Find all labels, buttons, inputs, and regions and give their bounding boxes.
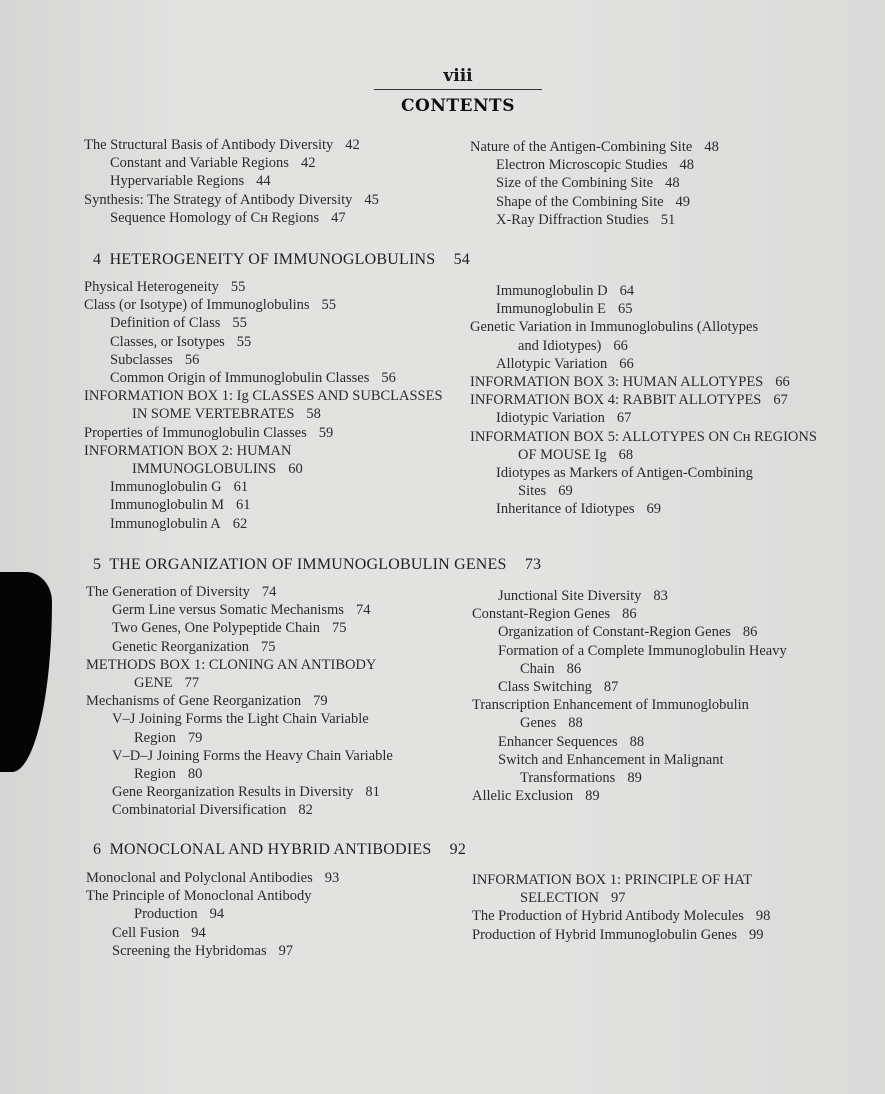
toc-entry[interactable] [84, 191, 474, 209]
entry-page-number: 55 [232, 315, 247, 332]
entry-page-number: 69 [558, 483, 573, 500]
entry-title: INFORMATION BOX 1: PRINCIPLE OF HAT [472, 872, 752, 888]
entry-title: Subclasses [110, 351, 173, 368]
entry-page-number: 89 [585, 788, 600, 805]
toc-entry[interactable] [86, 869, 476, 887]
toc-column-ch4-left [84, 278, 474, 533]
toc-entry[interactable] [84, 154, 474, 172]
entry-title: Hypervariable Regions [110, 173, 245, 190]
toc-entry[interactable] [470, 211, 860, 229]
entry-page-number: 44 [256, 173, 271, 190]
toc-entry[interactable] [86, 729, 476, 747]
entry-page-number: 66 [619, 355, 634, 372]
entry-title: Genetic Variation in Immunoglobulins (Allotypes [470, 319, 759, 336]
entry-title: Constant and Variable Regions [110, 155, 289, 172]
entry-title: Transcription Enhancement of Immunoglobulin [472, 697, 749, 714]
entry-title: Constant-Region Genes [472, 606, 611, 623]
chapter-title: THE ORGANIZATION OF IMMUNOGLOBULIN GENES [109, 556, 507, 573]
entry-title: Genes [520, 715, 557, 732]
entry-page-number: 88 [629, 733, 645, 750]
toc-entry[interactable] [470, 428, 860, 446]
entry-title: SELECTION [520, 890, 599, 907]
header-rule [374, 89, 542, 90]
toc-entry[interactable] [470, 337, 860, 355]
toc-entry[interactable] [84, 209, 474, 227]
entry-title: Genetic Reorganization [112, 638, 250, 655]
entry-title: Immunoglobulin E [496, 301, 606, 318]
entry-title: Region [134, 729, 176, 746]
entry-title: Formation of a Complete Immunoglobulin Heavy [498, 642, 787, 659]
toc-column-top-left [84, 136, 474, 227]
entry-page-number: 74 [355, 602, 371, 619]
entry-page-number: 61 [233, 479, 249, 496]
entry-title: Inheritance of Idiotypes [496, 501, 635, 518]
entry-page-number: 97 [610, 890, 626, 907]
entry-title: The Generation of Diversity [86, 584, 250, 600]
entry-title: Switch and Enhancement in Malignant [498, 751, 724, 768]
toc-entry[interactable] [84, 369, 474, 387]
chapter-page: 54 [453, 251, 471, 268]
entry-page-number: 48 [679, 157, 695, 174]
toc-entry[interactable] [86, 656, 476, 674]
chapter-page: 92 [449, 841, 467, 858]
toc-entry[interactable] [84, 405, 474, 423]
toc-entry[interactable] [472, 871, 862, 889]
entry-title: INFORMATION BOX 1: Ig CLASSES AND SUBCLASSES [84, 388, 443, 405]
toc-entry[interactable] [84, 314, 474, 332]
entry-page-number: 45 [364, 191, 379, 208]
toc-entry[interactable] [470, 373, 860, 391]
entry-title: Class Switching [498, 679, 592, 696]
toc-entry[interactable] [472, 696, 862, 714]
entry-title: Gene Reorganization Results in Diversity [112, 784, 354, 801]
entry-title: Mechanisms of Gene Reorganization [86, 693, 302, 710]
toc-entry[interactable] [86, 905, 476, 923]
page-header [374, 66, 542, 116]
entry-title: Screening the Hybridomas [112, 942, 267, 959]
entry-title: Allotypic Variation [496, 355, 608, 372]
entry-page-number: 89 [627, 770, 642, 787]
entry-title: Combinatorial Diversification [112, 802, 287, 819]
entry-page-number: 58 [306, 406, 321, 423]
page-title: CONTENTS [401, 96, 515, 116]
entry-page-number: 86 [742, 624, 758, 641]
entry-title: Enhancer Sequences [498, 733, 618, 750]
entry-page-number: 60 [288, 461, 303, 478]
toc-entry[interactable] [472, 907, 862, 925]
entry-title: Synthesis: The Strategy of Antibody Diversity [84, 191, 353, 208]
entry-page-number: 56 [381, 370, 396, 387]
scan-artifact-thumb-shadow [0, 572, 52, 772]
toc-entry[interactable] [86, 692, 476, 710]
toc-entry[interactable] [472, 926, 862, 944]
entry-page-number: 56 [184, 351, 200, 368]
entry-title: Immunoglobulin G [110, 479, 222, 496]
entry-title: INFORMATION BOX 2: HUMAN [84, 442, 292, 459]
entry-title: The Principle of Monoclonal Antibody [86, 888, 312, 905]
entry-page-number: 67 [616, 410, 632, 427]
entry-page-number: 86 [566, 660, 582, 677]
entry-title: Cell Fusion [112, 924, 180, 941]
entry-title: Classes, or Isotypes [110, 333, 225, 350]
entry-page-number: 79 [313, 693, 328, 710]
toc-entry[interactable] [472, 733, 862, 751]
toc-entry[interactable] [470, 156, 860, 174]
toc-entry[interactable] [472, 751, 862, 769]
entry-title: Two Genes, One Polypeptide Chain [112, 620, 320, 637]
toc-column-ch5-left [86, 583, 476, 820]
entry-page-number: 88 [568, 715, 583, 732]
toc-entry[interactable] [84, 296, 474, 314]
entry-title: Physical Heterogeneity [84, 279, 219, 295]
entry-title: V–J Joining Forms the Light Chain Variable [112, 711, 369, 728]
toc-entry[interactable] [86, 801, 476, 819]
entry-title: IN SOME VERTEBRATES [132, 406, 295, 423]
entry-title: Immunoglobulin D [496, 283, 608, 299]
entry-title: Region [134, 766, 176, 783]
entry-page-number: 80 [187, 766, 203, 783]
entry-title: Junctional Site Diversity [498, 588, 642, 604]
chapter-page: 73 [524, 556, 542, 573]
entry-title: IMMUNOGLOBULINS [132, 461, 277, 478]
toc-entry[interactable] [470, 409, 860, 427]
entry-title: Germ Line versus Somatic Mechanisms [112, 602, 344, 619]
toc-entry[interactable] [470, 193, 860, 211]
entry-page-number: 42 [345, 137, 360, 153]
toc-entry[interactable] [470, 138, 860, 156]
entry-title: Definition of Class [110, 315, 221, 332]
toc-column-ch6-right [472, 871, 862, 944]
chapter-heading-5[interactable]: 5 THE ORGANIZATION OF IMMUNOGLOBULIN GENES 73 [93, 556, 542, 573]
entry-title: Immunoglobulin A [110, 515, 221, 532]
entry-title: X-Ray Diffraction Studies [496, 211, 649, 228]
toc-entry[interactable] [84, 136, 474, 154]
chapter-heading-4[interactable]: 4 HETEROGENEITY OF IMMUNOGLOBULINS 54 [93, 251, 471, 268]
toc-entry[interactable] [470, 500, 860, 518]
toc-entry[interactable] [472, 714, 862, 732]
entry-title: Size of the Combining Site [496, 175, 654, 192]
entry-page-number: 97 [278, 942, 294, 959]
toc-entry[interactable] [470, 174, 860, 192]
entry-page-number: 94 [209, 906, 225, 923]
entry-title: The Structural Basis of Antibody Diversity [84, 137, 334, 153]
toc-entry[interactable] [84, 460, 474, 478]
entry-page-number: 98 [755, 908, 771, 925]
toc-entry[interactable] [470, 355, 860, 373]
entry-title: Properties of Immunoglobulin Classes [84, 424, 307, 441]
entry-page-number: 55 [236, 333, 252, 350]
toc-entry[interactable] [84, 442, 474, 460]
toc-entry[interactable] [472, 889, 862, 907]
entry-title: Organization of Constant-Region Genes [498, 624, 731, 641]
chapter-title: HETEROGENEITY OF IMMUNOGLOBULINS [109, 251, 436, 268]
entry-page-number: 66 [775, 374, 790, 391]
toc-entry[interactable] [86, 783, 476, 801]
entry-title: OF MOUSE Ig [518, 446, 607, 463]
toc-entry[interactable] [84, 172, 474, 190]
entry-page-number: 69 [646, 501, 662, 518]
entry-title: Chain [520, 660, 555, 677]
toc-entry[interactable] [86, 887, 476, 905]
entry-page-number: 79 [187, 729, 203, 746]
entry-title: INFORMATION BOX 3: HUMAN ALLOTYPES [470, 374, 764, 391]
entry-page-number: 87 [603, 679, 619, 696]
toc-entry[interactable] [86, 638, 476, 656]
entry-page-number: 81 [365, 784, 380, 801]
entry-page-number: 59 [318, 424, 334, 441]
entry-title: Electron Microscopic Studies [496, 157, 668, 174]
toc-entry[interactable] [86, 765, 476, 783]
entry-title: Idiotypic Variation [496, 410, 605, 427]
page-number: viii [443, 66, 473, 86]
entry-page-number: 66 [613, 337, 628, 354]
entry-page-number: 82 [298, 802, 313, 819]
entry-page-number: 65 [617, 301, 633, 318]
entry-page-number: 61 [236, 497, 251, 514]
toc-entry[interactable] [472, 623, 862, 641]
entry-page-number: 48 [704, 139, 719, 155]
entry-title: Transformations [520, 770, 616, 787]
toc-entry[interactable] [470, 391, 860, 409]
entry-title: Production of Hybrid Immunoglobulin Genes [472, 926, 738, 943]
toc-entry[interactable] [86, 942, 476, 960]
toc-entry[interactable] [472, 660, 862, 678]
entry-title: Idiotypes as Markers of Antigen-Combining [496, 465, 753, 482]
entry-page-number: 94 [191, 924, 206, 941]
toc-entry[interactable] [84, 478, 474, 496]
toc-entry[interactable] [86, 674, 476, 692]
entry-title: Nature of the Antigen-Combining Site [470, 139, 693, 155]
entry-page-number: 42 [300, 155, 316, 172]
entry-page-number: 75 [261, 638, 276, 655]
toc-entry[interactable] [472, 587, 862, 605]
entry-title: V–D–J Joining Forms the Heavy Chain Variable [112, 747, 393, 764]
entry-title: INFORMATION BOX 5: ALLOTYPES ON Cʜ REGIONS [470, 428, 817, 445]
entry-page-number: 86 [622, 606, 637, 623]
toc-entry[interactable] [84, 387, 474, 405]
toc-entry[interactable] [470, 446, 860, 464]
entry-title: Common Origin of Immunoglobulin Classes [110, 370, 370, 387]
entry-title: GENE [134, 675, 173, 692]
entry-page-number: 62 [232, 515, 248, 532]
entry-page-number: 93 [324, 870, 340, 886]
toc-entry[interactable] [470, 282, 860, 300]
entry-page-number: 77 [184, 675, 200, 692]
toc-entry[interactable] [84, 351, 474, 369]
entry-title: Allelic Exclusion [472, 788, 574, 805]
entry-page-number: 55 [230, 279, 246, 295]
entry-page-number: 67 [773, 392, 788, 409]
toc-column-ch5-right [472, 587, 862, 805]
chapter-heading-6[interactable]: 6 MONOCLONAL AND HYBRID ANTIBODIES 92 [93, 841, 467, 858]
toc-entry[interactable] [86, 747, 476, 765]
entry-title: Production [134, 906, 198, 923]
toc-entry[interactable] [86, 619, 476, 637]
entry-page-number: 64 [619, 283, 635, 299]
entry-page-number: 99 [749, 926, 764, 943]
toc-entry[interactable] [472, 787, 862, 805]
toc-entry[interactable] [470, 464, 860, 482]
entry-title: INFORMATION BOX 4: RABBIT ALLOTYPES [470, 392, 762, 409]
entry-page-number: 74 [261, 584, 277, 600]
toc-entry[interactable] [472, 769, 862, 787]
entry-page-number: 75 [332, 620, 347, 637]
entry-page-number: 68 [618, 446, 634, 463]
entry-page-number: 48 [665, 175, 680, 192]
toc-entry[interactable] [86, 583, 476, 601]
toc-entry[interactable] [472, 605, 862, 623]
toc-entry[interactable] [84, 333, 474, 351]
entry-title: Monoclonal and Polyclonal Antibodies [86, 870, 313, 886]
entry-title: Class (or Isotype) of Immunoglobulins [84, 297, 310, 314]
toc-entry[interactable] [84, 278, 474, 296]
toc-column-ch6-left [86, 869, 476, 960]
toc-entry[interactable] [470, 482, 860, 500]
entry-page-number: 83 [653, 588, 668, 604]
entry-page-number: 51 [660, 211, 676, 228]
entry-title: Immunoglobulin M [110, 497, 224, 514]
entry-title: Shape of the Combining Site [496, 193, 664, 210]
entry-title: The Production of Hybrid Antibody Molecules [472, 908, 744, 925]
toc-entry[interactable] [84, 515, 474, 533]
toc-entry[interactable] [86, 710, 476, 728]
entry-page-number: 55 [321, 297, 337, 314]
toc-column-top-right [470, 138, 860, 229]
toc-entry[interactable] [472, 678, 862, 696]
entry-page-number: 47 [331, 209, 346, 226]
entry-title: Sequence Homology of Cʜ Regions [110, 209, 320, 226]
toc-entry[interactable] [84, 496, 474, 514]
entry-title: METHODS BOX 1: CLONING AN ANTIBODY [86, 656, 377, 673]
toc-entry[interactable] [86, 601, 476, 619]
chapter-title: MONOCLONAL AND HYBRID ANTIBODIES [109, 841, 432, 858]
toc-entry[interactable] [472, 642, 862, 660]
toc-entry[interactable] [84, 424, 474, 442]
toc-entry[interactable] [470, 318, 860, 336]
toc-column-ch4-right [470, 282, 860, 519]
toc-entry[interactable] [86, 924, 476, 942]
entry-title: Sites [518, 483, 547, 500]
toc-entry[interactable] [470, 300, 860, 318]
entry-page-number: 49 [675, 193, 691, 210]
entry-title: and Idiotypes) [518, 337, 602, 354]
